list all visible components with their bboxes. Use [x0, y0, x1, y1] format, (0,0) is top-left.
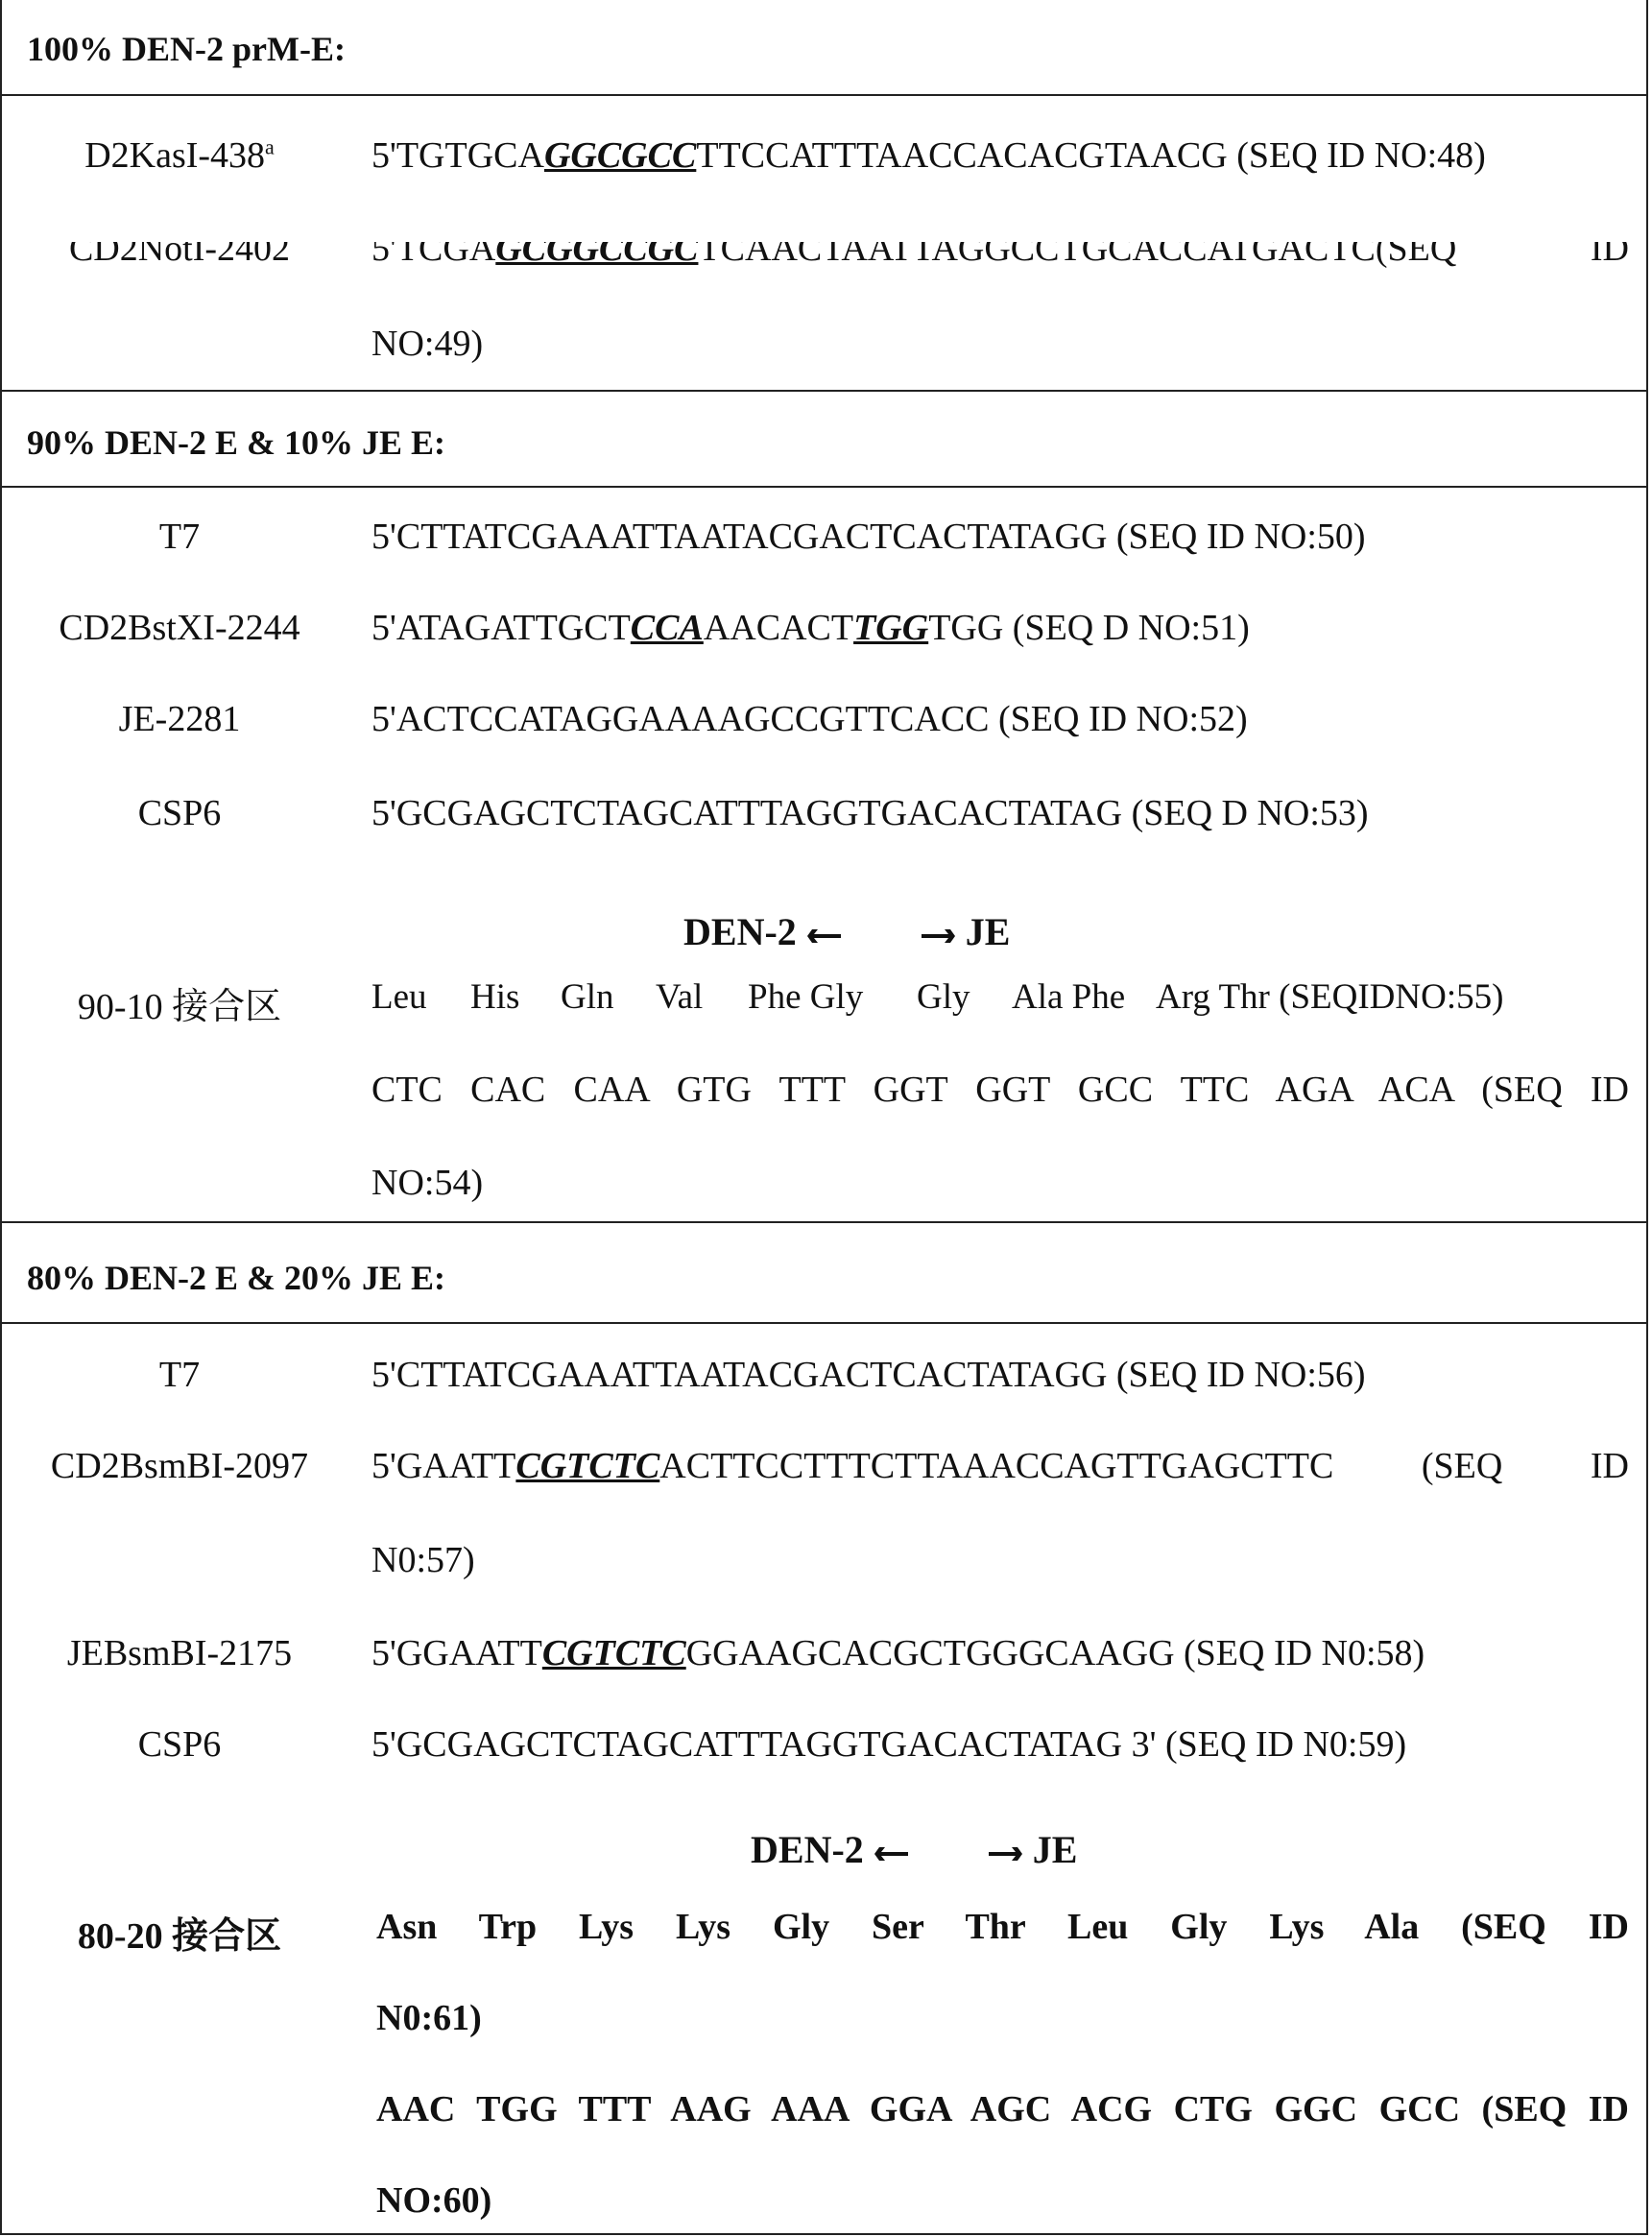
primer-sequence-csp6: 5'GCGAGCTCTAGCATTTAGGTGACACTATAG (SEQ D NO:53): [371, 792, 1629, 834]
divider: [2, 390, 1646, 392]
section-header-80-20: 80% DEN-2 E & 20% JE E:: [27, 1258, 445, 1298]
divider: [2, 94, 1646, 96]
arrow-right-icon: [987, 1846, 1023, 1862]
divider: [2, 486, 1646, 488]
primer-sequence-t7: 5'CTTATCGAAATTAATACGACTCACTATAGG (SEQ ID NO:50): [371, 516, 1629, 558]
primer-label-jebsmbi: JEBsmBI-2175: [16, 1632, 343, 1674]
divider: [2, 1322, 1646, 1324]
primer-sequence-cd2noti-cont: NO:49): [371, 323, 1629, 365]
section-header-100-den2: 100% DEN-2 prM-E:: [27, 29, 346, 69]
primer-label-csp6-2: CSP6: [16, 1723, 343, 1766]
junction-amino-acids-80-20: Asn Trp Lys Lys Gly Ser Thr Leu Gly Lys Ala (SEQ ID: [376, 1906, 1629, 1948]
primer-sequence-d2kasi: 5'TGTGCAGGCGCCTTCCATTTAACCACACGTAACG (SEQ ID NO:48): [371, 134, 1629, 177]
divider: [2, 1221, 1646, 1223]
primer-label-cd2bstxi: CD2BstXI-2244: [16, 607, 343, 649]
junction-header-90-10: DEN-2 JE: [683, 909, 1010, 954]
primer-sequence-cd2bsmbi: 5'GAATTCGTCTCACTTCCTTTCTTAAACCAGTTGAGCTTC (SEQ ID: [371, 1445, 1629, 1487]
junction-nucleotides-90-10: CTC CAC CAA GTG TTT GGT GGT GCC TTC AGA ACA (SEQ ID: [371, 1069, 1629, 1111]
primer-label-cd2bsmbi: CD2BsmBI-2097: [16, 1445, 343, 1487]
primer-sequence-cd2bsmbi-cont: N0:57): [371, 1539, 1629, 1581]
junction-nucleotides-80-20-cont: NO:60): [376, 2179, 1634, 2222]
primer-label-cd2noti: CD2NotI-2402: [16, 228, 343, 270]
primer-sequence-je2281: 5'ACTCCATAGGAAAAGCCGTTCACC (SEQ ID NO:52): [371, 698, 1629, 740]
primer-sequence-cd2noti: 5'TCGAGCGGCCGCTCAACTAATTAGGCCTGCACCATGACTC(SEQ ID: [371, 228, 1629, 270]
primer-sequence-t7-2: 5'CTTATCGAAATTAATACGACTCACTATAGG (SEQ ID NO:56): [371, 1354, 1629, 1396]
junction-header-80-20: DEN-2 JE: [751, 1827, 1077, 1872]
primer-label-je2281: JE-2281: [16, 698, 343, 740]
junction-nucleotides-90-10-cont: NO:54): [371, 1162, 1629, 1204]
junction-label-80-20: 80-20 接合区: [16, 1906, 343, 1959]
primer-label-t7: T7: [16, 516, 343, 558]
arrow-left-icon: [806, 928, 843, 944]
arrow-left-icon: [874, 1846, 910, 1862]
primer-sequence-jebsmbi: 5'GGAATTCGTCTCGGAAGCACGCTGGGCAAGG (SEQ ID N0:58): [371, 1632, 1629, 1674]
primer-label-d2kasi: D2KasI-438a: [16, 134, 343, 177]
junction-nucleotides-80-20: AAC TGG TTT AAG AAA GGA AGC ACG CTG GGC GCC (SEQ ID: [376, 2088, 1629, 2130]
primer-label-t7-2: T7: [16, 1354, 343, 1396]
primer-sequence-csp6-2: 5'GCGAGCTCTAGCATTTAGGTGACACTATAG 3' (SEQ ID N0:59): [371, 1723, 1629, 1766]
section-header-90-10: 90% DEN-2 E & 10% JE E:: [27, 422, 445, 463]
clipped-line-mask: [2, 229, 1646, 242]
primer-sequence-cd2bstxi: 5'ATAGATTGCTCCAAACACTTGGTGG (SEQ D NO:51): [371, 607, 1629, 649]
primer-table: 100% DEN-2 prM-E: D2KasI-438a 5'TGTGCAGGCGCCTTCCATTTAACCACACGTAACG (SEQ ID NO:48) CD2NotI-2402 5'TCGAGCGGCCGCTCAACTAATTAGGCCTGCACCATGACTC(SEQ ID NO:49) 90% DEN-2 E & 10% JE E: T7 5'CTTATCGAAATTAATACGACTCACTATAGG (SEQ ID NO:50) CD2BstXI-2244 5'ATAGATTGCTCCAAACACTTGGTGG (SEQ D NO:51) JE-2281 5'ACTCCATAGGAAAAGCCGTTCACC (SEQ ID NO:52) CSP6 5'GCGAGCTCTAGCATTTAGGTGACACTATAG (SEQ D NO:53) DEN-2 JE 90-10 接合区 Leu His Gln Val Phe Gly Gly Ala Phe Arg Thr (SEQIDNO:55) CTC CAC CAA GTG TTT GGT GGT GCC TTC AGA ACA (SEQ ID NO:54) 80% DEN-2 E & 20% JE E: T7 5'CTTATCGAAATTAATACGACTCACTATAGG (SEQ ID NO:56) CD2BsmBI-2097 5'GAATTCGTCTCACTTCCTTTCTTAAACCAGTTGAGCTTC (SEQ ID N0:57) JEBsmBI-2175 5'GGAATTCGTCTCGGAAGCACGCTGGGCAAGG (SEQ ID N0:58) CSP6 5'GCGAGCTCTAGCATTTAGGTGACACTATAG 3' (SEQ ID N0:59) DEN-2 JE 80-20 接合区 Asn Trp Lys Lys Gly Ser Thr Leu Gly Lys Ala (SEQ ID N0:61) AAC TGG TTT AAG AAA GGA AGC ACG CTG GGC GCC (SEQ ID NO:60): [0, 0, 1648, 2235]
junction-amino-acids-80-20-cont: N0:61): [376, 1997, 1634, 2039]
arrow-right-icon: [920, 928, 956, 944]
junction-label-90-10: 90-10 接合区: [16, 976, 343, 1029]
primer-label-csp6: CSP6: [16, 792, 343, 834]
